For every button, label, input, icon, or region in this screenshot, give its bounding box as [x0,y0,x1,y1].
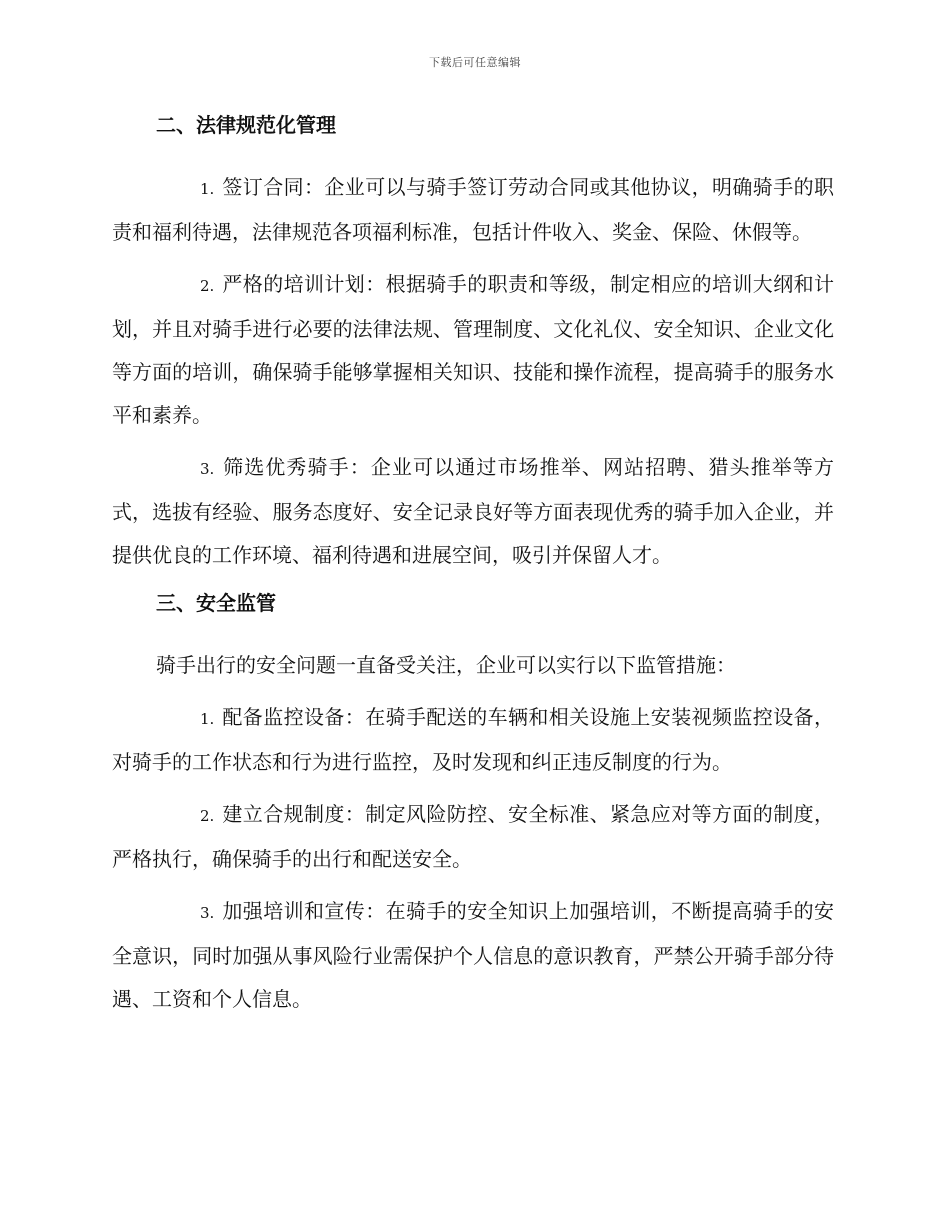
list-item [112,446,834,577]
item-text: 签订合同：企业可以与骑手签订劳动合同或其他协议，明确骑手的职责和福利待遇，法律规范各项福利标准，包括计件收入、奖金、保险、休假等。 [112,175,834,244]
page-header: 下载后可任意编辑 [429,56,521,69]
item-number: 3. [200,460,215,478]
section-heading-safety: 三、安全监管 [156,591,276,615]
list-item [112,166,834,254]
item-number: 2. [200,277,215,295]
list-item [112,263,834,437]
list-item [112,793,834,881]
item-number: 3. [200,904,215,922]
list-item [112,696,834,784]
item-text: 严格的培训计划：根据骑手的职责和等级，制定相应的培训大纲和计划，并且对骑手进行必要的法律法规、管理制度、文化礼仪、安全知识、企业文化等方面的培训，确保骑手能够掌握相关知识、技能和操作流程，提高骑手的服务水平和素养。 [112,272,834,427]
item-text: 加强培训和宣传：在骑手的安全知识上加强培训，不断提高骑手的安全意识，同时加强从事风险行业需保护个人信息的意识教育，严禁公开骑手部分待遇、工资和个人信息。 [112,899,834,1011]
item-number: 1. [200,710,215,728]
item-text: 配备监控设备：在骑手配送的车辆和相关设施上安装视频监控设备，对骑手的工作状态和行为进行监控，及时发现和纠正违反制度的行为。 [112,705,834,774]
section-heading-legal: 二、法律规范化管理 [156,113,336,137]
list-item [112,890,834,1021]
item-number: 2. [200,807,215,825]
section-intro: 骑手出行的安全问题一直备受关注，企业可以实行以下监管措施： [156,653,736,677]
document-body [112,108,834,1030]
item-text: 筛选优秀骑手：企业可以通过市场推举、网站招聘、猎头推举等方式，选拔有经验、服务态度好、安全记录良好等方面表现优秀的骑手加入企业，并提供优良的工作环境、福利待遇和进展空间，吸引并保留人才。 [112,455,834,567]
item-text: 建立合规制度：制定风险防控、安全标准、紧急应对等方面的制度，严格执行，确保骑手的出行和配送安全。 [112,802,834,871]
item-number: 1. [200,180,215,198]
